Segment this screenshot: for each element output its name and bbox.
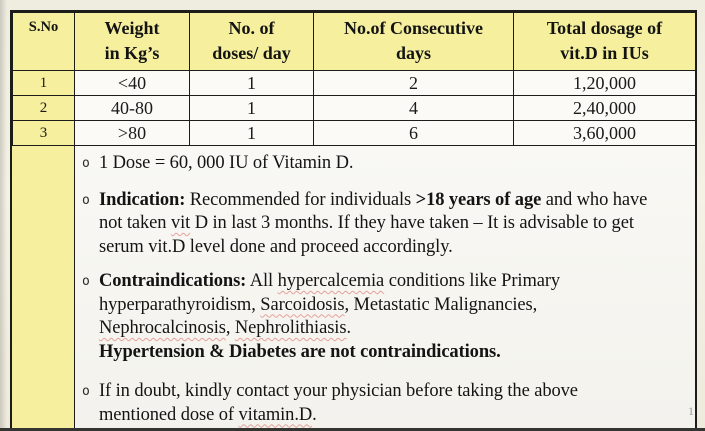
page-number: 1	[688, 404, 694, 418]
note-item-doubt	[79, 380, 689, 427]
cell-weight: 40-80	[75, 96, 190, 121]
cell-total: 1,20,000	[514, 71, 696, 96]
header-line: S.No	[28, 19, 59, 35]
note-item-contraindications	[79, 270, 689, 364]
table-row	[13, 96, 696, 121]
header-line: Total dosage of	[546, 18, 663, 38]
bullet-icon: o	[82, 384, 90, 399]
bullet-icon: o	[82, 274, 90, 289]
note-item-indication	[79, 189, 689, 260]
cell-total: 2,40,000	[514, 96, 696, 121]
cell-sno: 2	[13, 96, 75, 121]
cell-days: 4	[314, 96, 514, 121]
cell-doses: 1	[190, 121, 314, 146]
cell-doses: 1	[190, 71, 314, 96]
header-sno	[13, 13, 75, 71]
cell-days: 2	[314, 71, 514, 96]
dosage-sheet	[10, 10, 697, 431]
note-text: Indication: Recommended for individuals >18 years of age and who have not taken vit D in last 3 months. If they have taken – It is advisable to get serum vit.D level done and proceed accordingly.	[99, 189, 648, 257]
note-item-dose	[79, 152, 689, 176]
bullet-icon: o	[82, 156, 90, 171]
header-consecutive-days	[314, 13, 514, 71]
cell-total: 3,60,000	[514, 121, 696, 146]
note-text: Contraindications: All hypercalcemia conditions like Primary hyperparathyroidism, Sarcoidosis, Metastatic Malignancies, Nephrocalcinosis, Nephrolithiasis. Hypertension & Diabetes are not contraindications.	[99, 271, 561, 362]
cell-sno: 3	[13, 121, 75, 146]
cell-days: 6	[314, 121, 514, 146]
note-text: If in doubt, kindly contact your physician before taking the above mentioned dose of vitamin.D.	[99, 381, 578, 425]
notes-body	[75, 146, 695, 431]
bullet-icon: o	[82, 192, 90, 208]
note-text: 1 Dose = 60, 000 IU of Vitamin D.	[99, 153, 354, 173]
header-doses	[190, 13, 314, 71]
header-line: No.of Consecutive	[344, 18, 483, 38]
table-row	[13, 71, 696, 96]
cell-doses: 1	[190, 96, 314, 121]
cell-sno: 1	[13, 71, 75, 96]
cell-weight: <40	[75, 71, 190, 96]
table-header-row	[13, 13, 696, 71]
header-line: Weight	[104, 18, 160, 38]
header-weight	[75, 13, 190, 71]
header-total-dosage	[514, 13, 696, 71]
header-line: vit.D in IUs	[560, 43, 649, 63]
notes-left-column	[12, 146, 75, 431]
dosage-table	[12, 12, 696, 146]
header-line: doses/ day	[212, 43, 291, 63]
table-row	[13, 121, 696, 146]
header-line: days	[395, 43, 431, 63]
header-line: No. of	[228, 18, 275, 38]
notes-section	[12, 146, 695, 431]
cell-weight: >80	[75, 121, 190, 146]
header-line: in Kg’s	[104, 43, 160, 63]
